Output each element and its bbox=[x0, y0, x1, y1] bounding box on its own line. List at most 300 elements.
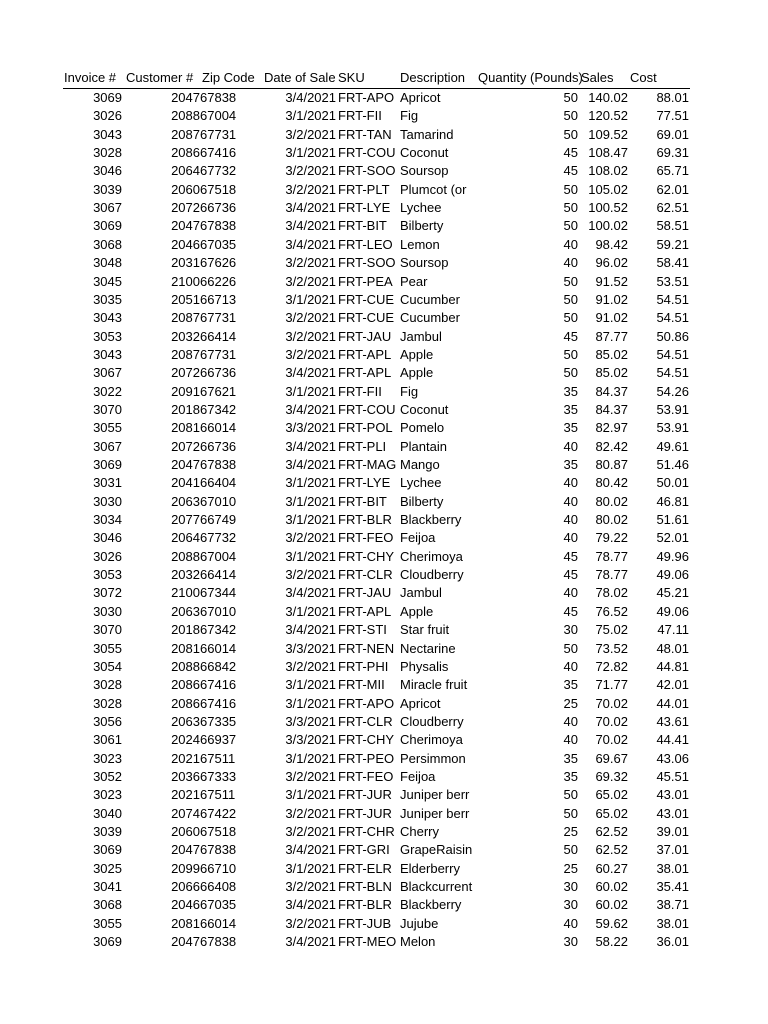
header-invoice[interactable]: Invoice # bbox=[64, 70, 117, 85]
cell-date[interactable]: 3/2/2021 bbox=[285, 805, 336, 821]
cell-quantity[interactable]: 25 bbox=[563, 824, 578, 839]
cell-sku[interactable]: FRT-LYE bbox=[338, 200, 391, 216]
cell-quantity[interactable]: 25 bbox=[563, 860, 578, 876]
cell-sales[interactable]: 60.27 bbox=[595, 860, 628, 876]
header-sku[interactable]: SKU bbox=[338, 70, 365, 85]
cell-customer[interactable]: 2087 bbox=[171, 346, 200, 362]
cell-invoice[interactable]: 3045 bbox=[93, 273, 122, 289]
cell-invoice[interactable]: 3068 bbox=[93, 236, 122, 252]
cell-sku[interactable]: FRT-CLR bbox=[338, 567, 393, 583]
cell-invoice[interactable]: 3046 bbox=[93, 530, 122, 546]
cell-invoice[interactable]: 3028 bbox=[93, 677, 122, 693]
cell-zip-code[interactable]: 66414 bbox=[200, 328, 237, 344]
cell-customer[interactable]: 2072 bbox=[171, 365, 200, 381]
cell-customer[interactable]: 2100 bbox=[171, 585, 200, 601]
cell-cost[interactable]: 58.41 bbox=[656, 255, 689, 271]
cell-sales[interactable]: 62.52 bbox=[595, 824, 628, 839]
cell-zip-code[interactable]: 67010 bbox=[200, 603, 237, 619]
cell-sales[interactable]: 82.42 bbox=[595, 438, 628, 454]
cell-cost[interactable]: 50.86 bbox=[656, 328, 689, 344]
cell-quantity[interactable]: 40 bbox=[563, 658, 578, 674]
cell-quantity[interactable]: 35 bbox=[563, 768, 578, 784]
cell-quantity[interactable]: 40 bbox=[563, 255, 578, 271]
cell-sku[interactable]: FRT-CUE bbox=[338, 291, 395, 307]
cell-zip-code[interactable]: 67518 bbox=[200, 824, 237, 839]
cell-invoice[interactable]: 3039 bbox=[93, 181, 122, 197]
cell-invoice[interactable]: 3028 bbox=[93, 695, 122, 711]
cell-customer[interactable]: 2086 bbox=[171, 145, 200, 161]
cell-date[interactable]: 3/1/2021 bbox=[285, 860, 336, 876]
cell-date[interactable]: 3/2/2021 bbox=[285, 126, 336, 142]
cell-date[interactable]: 3/2/2021 bbox=[285, 915, 336, 931]
cell-invoice[interactable]: 3053 bbox=[93, 328, 122, 344]
cell-sales[interactable]: 85.02 bbox=[595, 365, 628, 381]
header-zip-code[interactable]: Zip Code bbox=[202, 70, 255, 85]
cell-invoice[interactable]: 3067 bbox=[93, 365, 122, 381]
cell-description[interactable]: Apricot bbox=[400, 695, 441, 711]
cell-description[interactable]: Coconut bbox=[400, 401, 449, 417]
cell-sales[interactable]: 78.02 bbox=[595, 585, 628, 601]
cell-sales[interactable]: 80.87 bbox=[595, 457, 628, 472]
cell-zip-code[interactable]: 67626 bbox=[200, 255, 237, 271]
cell-date[interactable]: 3/2/2021 bbox=[285, 181, 336, 197]
cell-cost[interactable]: 47.11 bbox=[657, 622, 689, 638]
cell-description[interactable]: Melon bbox=[400, 934, 436, 950]
cell-cost[interactable]: 37.01 bbox=[656, 842, 689, 858]
cell-description[interactable]: Pear bbox=[400, 273, 428, 289]
cell-sales[interactable]: 71.77 bbox=[595, 677, 628, 693]
cell-date[interactable]: 3/2/2021 bbox=[285, 567, 336, 583]
cell-quantity[interactable]: 40 bbox=[563, 713, 578, 729]
cell-sku[interactable]: FRT-PEA bbox=[338, 273, 393, 289]
cell-cost[interactable]: 49.06 bbox=[656, 567, 689, 583]
cell-sales[interactable]: 91.52 bbox=[595, 273, 628, 289]
cell-description[interactable]: Soursop bbox=[400, 163, 449, 179]
cell-zip-code[interactable]: 67518 bbox=[200, 181, 237, 197]
cell-customer[interactable]: 2074 bbox=[171, 805, 200, 821]
cell-customer[interactable]: 2081 bbox=[171, 420, 200, 436]
cell-zip-code[interactable]: 67416 bbox=[200, 677, 237, 693]
cell-cost[interactable]: 45.51 bbox=[656, 768, 689, 784]
cell-zip-code[interactable]: 67838 bbox=[200, 457, 237, 472]
cell-cost[interactable]: 38.71 bbox=[656, 897, 689, 913]
cell-sku[interactable]: FRT-PLT bbox=[338, 181, 390, 197]
cell-quantity[interactable]: 35 bbox=[563, 420, 578, 436]
cell-sales[interactable]: 108.47 bbox=[588, 145, 628, 161]
cell-customer[interactable]: 2047 bbox=[171, 457, 200, 472]
cell-date[interactable]: 3/2/2021 bbox=[285, 824, 336, 839]
cell-description[interactable]: Lychee bbox=[400, 200, 442, 216]
cell-invoice[interactable]: 3072 bbox=[93, 585, 122, 601]
header-customer[interactable]: Customer # bbox=[126, 70, 194, 85]
cell-cost[interactable]: 44.81 bbox=[656, 658, 689, 674]
cell-cost[interactable]: 59.21 bbox=[656, 236, 689, 252]
cell-sales[interactable]: 70.02 bbox=[595, 732, 628, 748]
cell-sku[interactable]: FRT-APL bbox=[338, 365, 392, 381]
cell-zip-code[interactable]: 66014 bbox=[200, 420, 237, 436]
cell-quantity[interactable]: 40 bbox=[563, 530, 578, 546]
cell-sales[interactable]: 80.42 bbox=[595, 475, 628, 491]
cell-description[interactable]: GrapeRaisin bbox=[400, 842, 473, 858]
cell-description[interactable]: Cherry bbox=[400, 824, 440, 839]
cell-quantity[interactable]: 35 bbox=[563, 457, 578, 472]
cell-zip-code[interactable]: 67511 bbox=[200, 750, 236, 766]
cell-sku[interactable]: FRT-COU bbox=[338, 145, 396, 161]
cell-invoice[interactable]: 3030 bbox=[93, 603, 122, 619]
cell-description[interactable]: Bilberty bbox=[400, 218, 444, 234]
cell-date[interactable]: 3/4/2021 bbox=[285, 236, 336, 252]
cell-description[interactable]: Apple bbox=[400, 603, 434, 619]
cell-sales[interactable]: 87.77 bbox=[595, 328, 628, 344]
cell-date[interactable]: 3/3/2021 bbox=[285, 420, 336, 436]
cell-zip-code[interactable]: 67035 bbox=[200, 897, 237, 913]
cell-quantity[interactable]: 35 bbox=[563, 750, 578, 766]
cell-quantity[interactable]: 50 bbox=[563, 218, 578, 234]
cell-zip-code[interactable]: 66404 bbox=[200, 475, 237, 491]
cell-description[interactable]: Juniper berr bbox=[400, 787, 470, 803]
cell-sku[interactable]: FRT-APL bbox=[338, 603, 392, 619]
cell-customer[interactable]: 2021 bbox=[171, 787, 200, 803]
cell-quantity[interactable]: 40 bbox=[563, 475, 578, 491]
cell-description[interactable]: Cherimoya bbox=[400, 732, 463, 748]
cell-sales[interactable]: 69.32 bbox=[595, 768, 628, 784]
cell-quantity[interactable]: 50 bbox=[563, 310, 578, 326]
cell-sku[interactable]: FRT-JUR bbox=[338, 805, 392, 821]
cell-quantity[interactable]: 45 bbox=[563, 145, 578, 161]
cell-quantity[interactable]: 40 bbox=[563, 915, 578, 931]
cell-description[interactable]: Elderberry bbox=[400, 860, 460, 876]
cell-sku[interactable]: FRT-CHR bbox=[338, 824, 395, 839]
cell-quantity[interactable]: 35 bbox=[563, 677, 578, 693]
cell-sku[interactable]: FRT-STI bbox=[338, 622, 387, 638]
cell-zip-code[interactable]: 66749 bbox=[200, 512, 237, 528]
cell-quantity[interactable]: 50 bbox=[563, 805, 578, 821]
cell-customer[interactable]: 2051 bbox=[171, 291, 200, 307]
cell-sales[interactable]: 105.02 bbox=[588, 181, 628, 197]
cell-customer[interactable]: 2087 bbox=[171, 310, 200, 326]
cell-customer[interactable]: 2047 bbox=[171, 842, 200, 858]
cell-invoice[interactable]: 3041 bbox=[93, 879, 122, 895]
cell-invoice[interactable]: 3068 bbox=[93, 897, 122, 913]
cell-description[interactable]: Fig bbox=[400, 383, 419, 399]
cell-date[interactable]: 3/3/2021 bbox=[285, 732, 336, 748]
cell-customer[interactable]: 2060 bbox=[171, 181, 200, 197]
cell-zip-code[interactable]: 66408 bbox=[200, 879, 237, 895]
cell-zip-code[interactable]: 66414 bbox=[200, 567, 237, 583]
cell-quantity[interactable]: 35 bbox=[563, 383, 578, 399]
cell-cost[interactable]: 50.01 bbox=[656, 475, 689, 491]
cell-zip-code[interactable]: 66226 bbox=[200, 273, 237, 289]
cell-invoice[interactable]: 3043 bbox=[93, 310, 122, 326]
header-sales[interactable]: Sales bbox=[581, 70, 614, 85]
cell-date[interactable]: 3/4/2021 bbox=[285, 218, 336, 234]
cell-customer[interactable]: 2063 bbox=[171, 493, 200, 509]
cell-zip-code[interactable]: 67416 bbox=[200, 145, 237, 161]
cell-description[interactable]: Blackberry bbox=[400, 897, 462, 913]
cell-description[interactable]: Jujube bbox=[400, 915, 439, 931]
cell-sales[interactable]: 58.22 bbox=[595, 934, 628, 950]
cell-sku[interactable]: FRT-SOO bbox=[338, 163, 396, 179]
cell-invoice[interactable]: 3043 bbox=[93, 346, 122, 362]
cell-date[interactable]: 3/4/2021 bbox=[285, 200, 336, 216]
cell-sku[interactable]: FRT-POL bbox=[338, 420, 393, 436]
cell-cost[interactable]: 49.96 bbox=[656, 548, 689, 564]
cell-invoice[interactable]: 3053 bbox=[93, 567, 122, 583]
cell-customer[interactable]: 2086 bbox=[171, 677, 200, 693]
cell-zip-code[interactable]: 66736 bbox=[200, 438, 237, 454]
cell-quantity[interactable]: 35 bbox=[563, 401, 578, 417]
cell-sku[interactable]: FRT-JAU bbox=[338, 328, 392, 344]
cell-date[interactable]: 3/1/2021 bbox=[285, 493, 336, 509]
cell-invoice[interactable]: 3055 bbox=[93, 420, 122, 436]
cell-zip-code[interactable]: 66736 bbox=[200, 365, 237, 381]
cell-sku[interactable]: FRT-FII bbox=[338, 383, 382, 399]
cell-sku[interactable]: FRT-GRI bbox=[338, 842, 390, 858]
cell-date[interactable]: 3/2/2021 bbox=[285, 530, 336, 546]
cell-sales[interactable]: 82.97 bbox=[595, 420, 628, 436]
cell-quantity[interactable]: 45 bbox=[563, 603, 578, 619]
cell-customer[interactable]: 2060 bbox=[171, 824, 200, 839]
cell-zip-code[interactable]: 66014 bbox=[200, 640, 237, 656]
cell-zip-code[interactable]: 67342 bbox=[200, 622, 237, 638]
cell-zip-code[interactable]: 67838 bbox=[200, 934, 237, 950]
cell-date[interactable]: 3/1/2021 bbox=[285, 603, 336, 619]
cell-description[interactable]: Plantain bbox=[400, 438, 447, 454]
cell-sku[interactable]: FRT-JUR bbox=[338, 787, 392, 803]
cell-date[interactable]: 3/2/2021 bbox=[285, 163, 336, 179]
cell-sales[interactable]: 140.02 bbox=[588, 90, 628, 105]
cell-date[interactable]: 3/2/2021 bbox=[285, 346, 336, 362]
cell-sales[interactable]: 80.02 bbox=[595, 493, 628, 509]
cell-cost[interactable]: 38.01 bbox=[656, 860, 689, 876]
cell-sales[interactable]: 108.02 bbox=[588, 163, 628, 179]
cell-invoice[interactable]: 3069 bbox=[93, 842, 122, 858]
cell-cost[interactable]: 43.01 bbox=[656, 787, 689, 803]
cell-customer[interactable]: 2031 bbox=[171, 255, 200, 271]
cell-sales[interactable]: 84.37 bbox=[595, 401, 628, 417]
cell-invoice[interactable]: 3043 bbox=[93, 126, 122, 142]
cell-description[interactable]: Feijoa bbox=[400, 768, 436, 784]
cell-sku[interactable]: FRT-PHI bbox=[338, 658, 389, 674]
cell-customer[interactable]: 2087 bbox=[171, 126, 200, 142]
cell-customer[interactable]: 2086 bbox=[171, 695, 200, 711]
cell-description[interactable]: Jambul bbox=[400, 328, 442, 344]
cell-customer[interactable]: 2100 bbox=[171, 273, 200, 289]
header-description[interactable]: Description bbox=[400, 70, 466, 85]
cell-date[interactable]: 3/3/2021 bbox=[285, 713, 336, 729]
cell-customer[interactable]: 2036 bbox=[171, 768, 200, 784]
cell-zip-code[interactable]: 67838 bbox=[200, 218, 237, 234]
cell-sales[interactable]: 75.02 bbox=[595, 622, 628, 638]
cell-description[interactable]: Persimmon bbox=[400, 750, 466, 766]
cell-cost[interactable]: 44.01 bbox=[656, 695, 689, 711]
cell-cost[interactable]: 38.01 bbox=[656, 915, 689, 931]
cell-invoice[interactable]: 3052 bbox=[93, 768, 122, 784]
cell-invoice[interactable]: 3055 bbox=[93, 640, 122, 656]
cell-date[interactable]: 3/1/2021 bbox=[285, 145, 336, 161]
cell-customer[interactable]: 2081 bbox=[171, 640, 200, 656]
cell-sales[interactable]: 59.62 bbox=[595, 915, 628, 931]
cell-zip-code[interactable]: 67035 bbox=[200, 236, 237, 252]
cell-sales[interactable]: 60.02 bbox=[595, 879, 628, 895]
cell-invoice[interactable]: 3022 bbox=[93, 383, 122, 399]
cell-customer[interactable]: 2047 bbox=[171, 218, 200, 234]
cell-description[interactable]: Miracle fruit bbox=[400, 677, 468, 693]
cell-quantity[interactable]: 30 bbox=[563, 622, 578, 638]
cell-sales[interactable]: 120.52 bbox=[588, 108, 628, 124]
cell-description[interactable]: Mango bbox=[400, 457, 440, 472]
cell-sku[interactable]: FRT-SOO bbox=[338, 255, 396, 271]
cell-cost[interactable]: 45.21 bbox=[656, 585, 689, 601]
cell-customer[interactable]: 2088 bbox=[171, 108, 200, 124]
cell-sku[interactable]: FRT-CUE bbox=[338, 310, 395, 326]
cell-cost[interactable]: 49.06 bbox=[656, 603, 689, 619]
cell-description[interactable]: Cloudberry bbox=[400, 713, 464, 729]
cell-zip-code[interactable]: 67335 bbox=[200, 713, 237, 729]
cell-date[interactable]: 3/1/2021 bbox=[285, 291, 336, 307]
cell-customer[interactable]: 2064 bbox=[171, 530, 200, 546]
header-date-of-sale[interactable]: Date of Sale bbox=[264, 70, 336, 85]
cell-sku[interactable]: FRT-JUB bbox=[338, 915, 392, 931]
cell-description[interactable]: Soursop bbox=[400, 255, 449, 271]
cell-customer[interactable]: 2072 bbox=[171, 438, 200, 454]
cell-sales[interactable]: 78.77 bbox=[595, 548, 628, 564]
cell-cost[interactable]: 42.01 bbox=[656, 677, 689, 693]
cell-cost[interactable]: 69.01 bbox=[656, 126, 689, 142]
cell-cost[interactable]: 69.31 bbox=[656, 145, 689, 161]
cell-date[interactable]: 3/2/2021 bbox=[285, 768, 336, 784]
cell-zip-code[interactable]: 67731 bbox=[200, 310, 237, 326]
cell-sku[interactable]: FRT-APO bbox=[338, 695, 395, 711]
cell-sku[interactable]: FRT-TAN bbox=[338, 126, 392, 142]
cell-date[interactable]: 3/4/2021 bbox=[285, 457, 336, 472]
cell-sku[interactable]: FRT-NEN bbox=[338, 640, 395, 656]
cell-customer[interactable]: 2047 bbox=[171, 934, 200, 950]
cell-date[interactable]: 3/1/2021 bbox=[285, 750, 336, 766]
cell-sales[interactable]: 76.52 bbox=[595, 603, 628, 619]
cell-zip-code[interactable]: 67732 bbox=[200, 163, 237, 179]
cell-date[interactable]: 3/4/2021 bbox=[285, 90, 336, 105]
cell-customer[interactable]: 2072 bbox=[171, 200, 200, 216]
cell-quantity[interactable]: 50 bbox=[563, 365, 578, 381]
cell-sales[interactable]: 79.22 bbox=[595, 530, 628, 546]
cell-cost[interactable]: 53.91 bbox=[656, 401, 689, 417]
cell-cost[interactable]: 54.51 bbox=[656, 310, 689, 326]
cell-date[interactable]: 3/2/2021 bbox=[285, 310, 336, 326]
cell-cost[interactable]: 62.01 bbox=[656, 181, 689, 197]
cell-quantity[interactable]: 50 bbox=[563, 90, 578, 105]
cell-description[interactable]: Lychee bbox=[400, 475, 442, 491]
cell-zip-code[interactable]: 67511 bbox=[200, 787, 236, 803]
cell-cost[interactable]: 46.81 bbox=[656, 493, 689, 509]
cell-cost[interactable]: 48.01 bbox=[656, 640, 689, 656]
header-quantity[interactable]: Quantity (Pounds) bbox=[478, 70, 583, 85]
cell-invoice[interactable]: 3026 bbox=[93, 548, 122, 564]
cell-quantity[interactable]: 50 bbox=[563, 640, 578, 656]
cell-sales[interactable]: 91.02 bbox=[595, 291, 628, 307]
cell-quantity[interactable]: 40 bbox=[563, 512, 578, 528]
cell-description[interactable]: Cucumber bbox=[400, 291, 460, 307]
cell-date[interactable]: 3/4/2021 bbox=[285, 401, 336, 417]
cell-date[interactable]: 3/1/2021 bbox=[285, 512, 336, 528]
cell-quantity[interactable]: 40 bbox=[563, 236, 578, 252]
cell-quantity[interactable]: 45 bbox=[563, 567, 578, 583]
cell-quantity[interactable]: 45 bbox=[563, 163, 578, 179]
cell-sku[interactable]: FRT-PLI bbox=[338, 438, 387, 454]
cell-quantity[interactable]: 40 bbox=[563, 732, 578, 748]
cell-quantity[interactable]: 50 bbox=[563, 842, 578, 858]
cell-zip-code[interactable]: 67732 bbox=[200, 530, 237, 546]
cell-zip-code[interactable]: 67010 bbox=[200, 493, 237, 509]
cell-date[interactable]: 3/4/2021 bbox=[285, 365, 336, 381]
cell-zip-code[interactable]: 66937 bbox=[200, 732, 237, 748]
cell-sku[interactable]: FRT-MAG bbox=[338, 457, 397, 472]
cell-zip-code[interactable]: 66014 bbox=[200, 915, 237, 931]
cell-date[interactable]: 3/2/2021 bbox=[285, 658, 336, 674]
cell-description[interactable]: Tamarind bbox=[400, 126, 454, 142]
cell-sku[interactable]: FRT-BLN bbox=[338, 879, 392, 895]
cell-description[interactable]: Cherimoya bbox=[400, 548, 463, 564]
cell-cost[interactable]: 35.41 bbox=[656, 879, 689, 895]
cell-customer[interactable]: 2088 bbox=[171, 658, 200, 674]
cell-cost[interactable]: 58.51 bbox=[656, 218, 689, 234]
cell-sku[interactable]: FRT-CHY bbox=[338, 548, 395, 564]
cell-date[interactable]: 3/4/2021 bbox=[285, 585, 336, 601]
cell-sku[interactable]: FRT-APL bbox=[338, 346, 392, 362]
cell-description[interactable]: Juniper berr bbox=[400, 805, 470, 821]
cell-quantity[interactable]: 40 bbox=[563, 585, 578, 601]
cell-customer[interactable]: 2066 bbox=[171, 879, 200, 895]
cell-zip-code[interactable]: 67838 bbox=[200, 90, 237, 105]
cell-cost[interactable]: 53.91 bbox=[656, 420, 689, 436]
cell-customer[interactable]: 2018 bbox=[171, 622, 200, 638]
cell-cost[interactable]: 65.71 bbox=[656, 163, 689, 179]
cell-description[interactable]: Blackcurrent bbox=[400, 879, 473, 895]
cell-quantity[interactable]: 50 bbox=[563, 181, 578, 197]
cell-sku[interactable]: FRT-COU bbox=[338, 401, 396, 417]
cell-description[interactable]: Apple bbox=[400, 346, 434, 362]
cell-date[interactable]: 3/2/2021 bbox=[285, 255, 336, 271]
cell-invoice[interactable]: 3031 bbox=[93, 475, 122, 491]
cell-date[interactable]: 3/2/2021 bbox=[285, 879, 336, 895]
cell-zip-code[interactable]: 66736 bbox=[200, 200, 237, 216]
cell-sku[interactable]: FRT-CHY bbox=[338, 732, 395, 748]
cell-quantity[interactable]: 50 bbox=[563, 291, 578, 307]
cell-cost[interactable]: 52.01 bbox=[656, 530, 689, 546]
cell-sales[interactable]: 62.52 bbox=[595, 842, 628, 858]
cell-sales[interactable]: 69.67 bbox=[595, 750, 628, 766]
cell-quantity[interactable]: 45 bbox=[563, 548, 578, 564]
cell-cost[interactable]: 54.51 bbox=[656, 291, 689, 307]
cell-description[interactable]: Coconut bbox=[400, 145, 449, 161]
cell-sku[interactable]: FRT-BLR bbox=[338, 512, 392, 528]
cell-description[interactable]: Lemon bbox=[400, 236, 440, 252]
cell-invoice[interactable]: 3034 bbox=[93, 512, 122, 528]
cell-invoice[interactable]: 3069 bbox=[93, 934, 122, 950]
cell-sales[interactable]: 73.52 bbox=[595, 640, 628, 656]
cell-sku[interactable]: FRT-MII bbox=[338, 677, 385, 693]
cell-quantity[interactable]: 40 bbox=[563, 438, 578, 454]
cell-zip-code[interactable]: 67731 bbox=[200, 126, 237, 142]
cell-sku[interactable]: FRT-FII bbox=[338, 108, 382, 124]
cell-invoice[interactable]: 3069 bbox=[93, 457, 122, 472]
cell-sales[interactable]: 65.02 bbox=[595, 787, 628, 803]
cell-invoice[interactable]: 3067 bbox=[93, 438, 122, 454]
cell-customer[interactable]: 2063 bbox=[171, 713, 200, 729]
cell-quantity[interactable]: 50 bbox=[563, 200, 578, 216]
cell-invoice[interactable]: 3023 bbox=[93, 787, 122, 803]
cell-description[interactable]: Star fruit bbox=[400, 622, 450, 638]
